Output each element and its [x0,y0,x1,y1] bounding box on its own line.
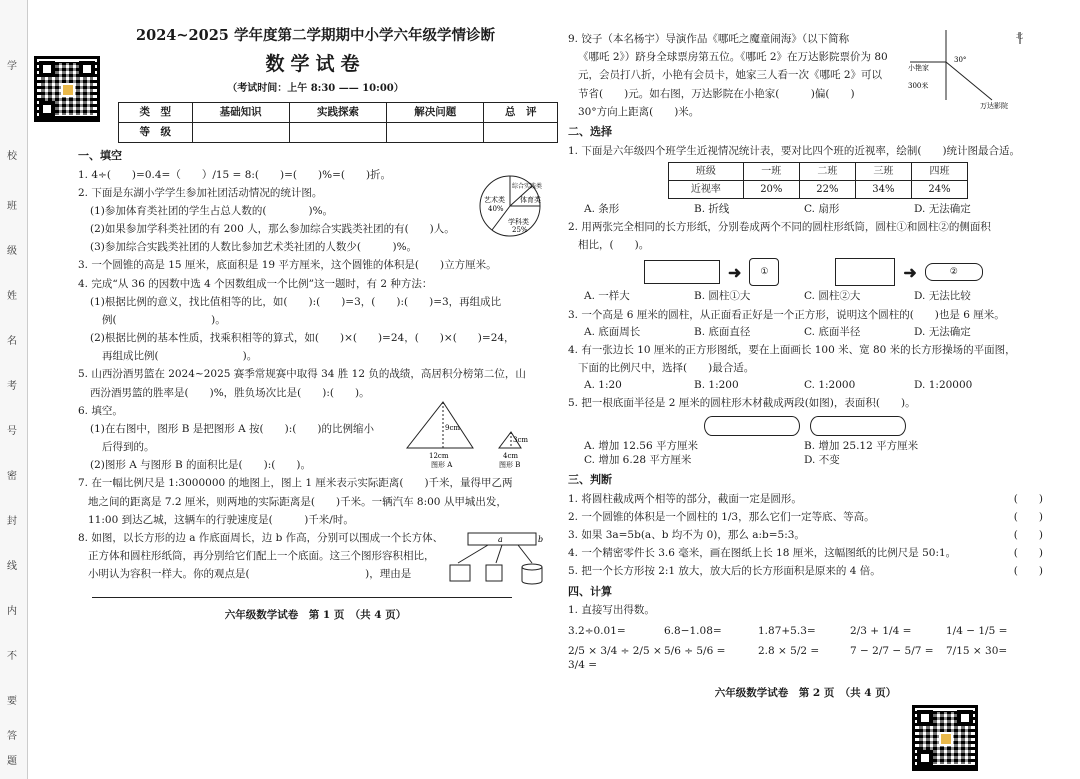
question-4-1-cont: 例( )。 [102,313,226,326]
gutter-char: 级 [7,246,17,257]
judge-3-answer[interactable]: ( ) [1013,529,1043,542]
exam-page-2 [568,32,1043,700]
exam-time: （考试时间：上午 8:30 —— 10:00） [227,83,404,95]
judge-5 [568,564,1043,578]
section-fill-in: 一、填空 [78,148,122,162]
option-c[interactable]: C. 扇形 [804,202,840,215]
judge-4-answer[interactable]: ( ) [1013,547,1043,560]
triangle-a-height: 9cm [445,423,461,432]
choice-2: 2. 用两张完全相同的长方形纸，分别卷成两个不同的圆柱形纸筒，圆柱①和圆柱②的侧面积 [568,221,991,234]
score-header: 类 型 [119,102,193,122]
calc-item: 1/4 − 1/5 = [946,624,1008,637]
score-header: 实践探索 [289,102,386,122]
judge-1 [568,492,1043,506]
question-6-2: (2)图形 A 与图形 B 的面积比是( ):( )。 [90,459,311,472]
question-9-cont2: 元，会员打八折，小艳有会员卡，她家三人看一次《哪吒 2》可以 [578,69,883,82]
question-5: 5. 山西汾酒男篮在 2024~2025 赛季常规赛中取得 34 胜 12 负的战绩，高居积分榜第二位，山 [78,368,526,381]
exam-subtitle: 数学试卷 [265,52,366,75]
question-6-1: (1)在右图中，图形 B 是把图形 A 按( ):( )的比例缩小 [90,422,374,435]
question-1: 1. 4÷( )=0.4=（ ）/15 = 8:( )=( )%=( )折。 [78,168,392,181]
paper-roll-figures [644,258,1043,286]
calc-title: 1. 直接写出得数。 [568,604,655,617]
gutter-char: 号 [7,426,17,437]
judge-3 [568,528,1043,542]
pie-label-practice: 综合实践类 [512,182,542,190]
score-cell[interactable] [484,122,558,142]
pie-label-art: 艺术类 [484,195,505,204]
gutter-char: 封 [7,516,17,527]
pie-value-subject: 25% [512,225,528,234]
score-row-label: 等 级 [119,122,193,142]
choice-4-cont: 下面的比例尺中，选择( )最合适。 [578,362,755,375]
map-home-label: 小艳家 [908,64,929,72]
question-4-2: (2)根据比例的基本性质，找乘积相等的算式，如( )×( )=24，( )×( )=24， [90,332,515,345]
question-7: 7. 在一幅比例尺是 1:3000000 的地图上，图上 1 厘米表示实际距离( )千米，量得甲乙两 [78,477,513,490]
judge-5-answer[interactable]: ( ) [1013,565,1043,578]
option-b[interactable]: B. 增加 25.12 平方厘米 [804,439,919,452]
gutter-char: 校 [7,151,17,162]
score-cell[interactable] [289,122,386,142]
gutter-char: 不 [7,651,17,662]
calc-item: 2/5 × 3/4 ÷ 2/5 × 3/4 = [568,644,662,671]
myopia-header: 二班 [799,162,855,180]
judge-5-text: 5. 把一个长方形按 2:1 放大，放大后的长方形面积是原来的 4 倍。 [568,565,881,578]
score-header: 基础知识 [192,102,289,122]
option-a[interactable]: A. 1:20 [584,379,622,392]
section-calc: 四、计算 [568,584,612,598]
option-c[interactable]: C. 底面半径 [804,325,861,338]
calc-item: 1.87+5.3= [758,624,816,637]
score-cell[interactable] [387,122,484,142]
cylinder-2: ② [925,263,983,281]
exam-page-1 [78,26,553,622]
score-header: 解决问题 [387,102,484,122]
paper-rect-1 [644,260,720,284]
rect-side-b: b [538,534,544,544]
score-table [118,102,558,143]
triangle-figures [403,398,551,468]
gutter-char: 线 [7,561,17,572]
triangle-b-base: 4cm [503,451,519,460]
question-4-1: (1)根据比例的意义，找比值相等的比，如( ):( )=3，( ):( )=3，再组成比 [90,295,502,308]
judge-1-text: 1. 将圆柱截成两个相等的部分，截面一定是圆形。 [568,492,802,505]
gutter-char: 名 [7,336,17,347]
question-6: 6. 填空。 [78,404,123,417]
option-d[interactable]: D. 不变 [804,453,840,466]
calc-item: 5/6 ÷ 5/6 = [664,644,726,657]
score-header: 总 评 [484,102,558,122]
qr-code-bottom [912,705,978,771]
log-piece-1 [704,416,800,436]
calc-item: 3.2÷0.01= [568,624,626,637]
gutter-char: 要 [7,696,17,707]
question-2-1: (1)参加体育类社团的学生占总人数的( )%。 [90,204,334,217]
myopia-label: 近视率 [669,180,744,198]
club-pie-chart [478,174,542,238]
arrow-icon: ➜ [903,262,917,282]
choice-4-options [584,378,1043,392]
myopia-header: 班级 [669,162,744,180]
option-a[interactable]: A. 条形 [584,202,620,215]
choice-5-options [584,439,1043,467]
question-4: 4. 完成“从 36 的因数中选 4 个因数组成一个比例”这一题时，有 2 种方法： [78,277,433,290]
binding-margin [0,0,28,779]
question-7-cont: 地之间的距离是 7.2 厘米，则两地的实际距离是( )千米。一辆汽车 8:00 从甲城出发， [88,495,507,508]
judge-2-text: 2. 一个圆锥的体积是一个圆柱的 1/3，那么它们一定等底、等高。 [568,510,875,523]
option-d[interactable]: D. 无法比较 [914,290,971,303]
myopia-value: 20% [743,180,799,198]
option-d[interactable]: D. 无法确定 [914,202,971,215]
option-d[interactable]: D. 无法确定 [914,325,971,338]
choice-2-cont: 相比，( )。 [578,239,650,252]
gutter-char: 班 [7,201,17,212]
gutter-char: 题 [7,756,17,767]
option-b[interactable]: B. 底面直径 [694,325,751,338]
option-a[interactable]: A. 一样大 [584,290,630,303]
judge-1-answer[interactable]: ( ) [1013,492,1043,505]
myopia-header: 三班 [855,162,911,180]
calc-item: 7/15 × 30= [946,644,1008,657]
calc-item: 2.8 × 5/2 = [758,644,820,657]
page-footer-2: 六年级数学试卷 第 2 页 （共 4 页） [714,687,897,700]
choice-5: 5. 把一根底面半径是 2 厘米的圆柱形木材截成两段(如图)，表面积( )。 [568,397,916,410]
gutter-char: 学 [7,61,17,72]
gutter-char: 考 [7,381,17,392]
calc-item: 7 − 2/7 − 5/7 = [850,644,934,657]
gutter-char: 姓 [7,291,17,302]
paper-rect-2 [835,258,895,286]
page-footer-1: 六年级数学试卷 第 1 页 （共 4 页） [224,608,407,621]
section-judge: 三、判断 [568,472,612,486]
choice-3: 3. 一个高是 6 厘米的圆柱，从正面看正好是一个正方形，说明这个圆柱的( )也是 6 厘米。 [568,308,1005,321]
exam-title: 2024~2025 学年度第二学期期中小学六年级学情诊断 [136,27,495,44]
question-8-cont: 正方体和圆柱形纸筒，再分别给它们配上一个底面。这三个图形容积相比， [88,550,435,563]
question-5-cont: 西汾酒男篮的胜率是( )%，胜负场次比是( ):( )。 [90,386,370,399]
triangle-b-label: 图形 B [499,460,521,468]
arrow-icon: ➜ [728,262,742,282]
question-9-cont4: 30°方向上距离( )米。 [578,105,700,118]
container-figures [448,531,548,589]
choice-1: 1. 下面是六年级四个班学生近视情况统计表，要对比四个班的近视率，绘制( )统计图最合适。 [568,144,1021,157]
question-2-2: (2)如果参加学科类社团的有 200 人，那么参加综合实践类社团的有( )人。 [90,223,455,236]
choice-2-options [584,289,1043,303]
judge-2 [568,510,1043,524]
question-9: 9. 饺子（本名杨宇）导演作品《哪吒之魔童闹海》（以下简称 [568,33,850,45]
question-8-cont2: 小明认为容积一样大。你的观点是( )，理由是 [88,568,412,581]
direction-map [908,26,1038,110]
calc-row-1 [568,624,1043,638]
pie-label-subject: 学科类 [508,217,529,226]
rect-side-a: a [498,534,503,544]
cylinder-1: ① [749,258,779,286]
myopia-value: 24% [911,180,967,198]
map-distance-label: 300米 [908,82,929,90]
score-cell[interactable] [192,122,289,142]
triangle-a-base: 12cm [429,451,449,460]
triangle-b-height: 3cm [513,435,529,444]
myopia-value: 22% [799,180,855,198]
log-figures [704,416,1043,436]
log-piece-2 [810,416,906,436]
choice-3-options [584,325,1043,339]
myopia-header: 四班 [911,162,967,180]
judge-3-text: 3. 如果 3a=5b(a、b 均不为 0)，那么 a:b=5:3。 [568,529,805,542]
triangle-a-label: 图形 A [431,460,453,468]
judge-2-answer[interactable]: ( ) [1013,510,1043,523]
option-b[interactable]: B. 1:200 [694,379,739,392]
gutter-char: 答 [7,731,17,742]
calc-item: 2/3 + 1/4 = [850,624,912,637]
question-8: 8. 如图，以长方形的边 a 作底面周长，边 b 作高，分别可以围成一个长方体、 [78,531,444,544]
choice-1-options [584,202,1043,216]
myopia-value: 34% [855,180,911,198]
judge-4-text: 4. 一个精密零件长 3.6 毫米，画在图纸上长 18 厘米，这幅图纸的比例尺是 50:1。 [568,547,957,560]
option-c[interactable]: C. 增加 6.28 平方厘米 [584,453,692,466]
question-7-cont2: 11:00 到达乙城，这辆车的行驶速度是( )千米/时。 [88,513,354,526]
section-choice: 二、选择 [568,124,612,138]
map-cinema-label: 万达影院 [980,102,1008,110]
pie-value-art: 40% [488,204,504,213]
option-c[interactable]: C. 1:2000 [804,379,856,392]
option-a[interactable]: A. 底面周长 [584,325,641,338]
option-d[interactable]: D. 1:20000 [914,379,973,392]
question-3: 3. 一个圆锥的高是 15 厘米，底面积是 19 平方厘米，这个圆锥的体积是( )立方厘米。 [78,259,497,272]
gutter-char: 密 [7,471,17,482]
option-a[interactable]: A. 增加 12.56 平方厘米 [584,439,698,452]
calc-item: 6.8−1.08= [664,624,722,637]
map-angle-label: 30° [954,56,967,64]
pie-label-sports: 体育类 [520,195,541,204]
option-b[interactable]: B. 圆柱①大 [694,290,751,303]
myopia-header: 一班 [743,162,799,180]
choice-4: 4. 有一张边长 10 厘米的正方形图纸，要在上面画长 100 米、宽 80 米的长方形操场的平面图， [568,343,1016,356]
question-9-cont3: 节省( )元。如右图，万达影院在小艳家( )偏( ) [578,87,855,100]
question-4-2-cont: 再组成比例( )。 [102,350,258,363]
option-b[interactable]: B. 折线 [694,202,730,215]
question-9-cont: 《哪吒 2》）跻身全球票房第五位。《哪吒 2》在万达影院票价为 80 [578,51,888,64]
question-2: 2. 下面是东湖小学学生参加社团活动情况的统计图。 [78,186,323,199]
answer-line[interactable] [92,590,512,598]
question-6-1-cont: 后得到的。 [102,441,155,454]
myopia-table [668,162,968,199]
gutter-char: 内 [7,606,17,617]
judge-4 [568,546,1043,560]
question-2-3: (3)参加综合实践类社团的人数比参加艺术类社团的人数少( )%。 [90,241,418,254]
calc-row-2 [568,644,1043,672]
option-c[interactable]: C. 圆柱②大 [804,290,861,303]
map-north-label: 北 [1016,32,1023,40]
